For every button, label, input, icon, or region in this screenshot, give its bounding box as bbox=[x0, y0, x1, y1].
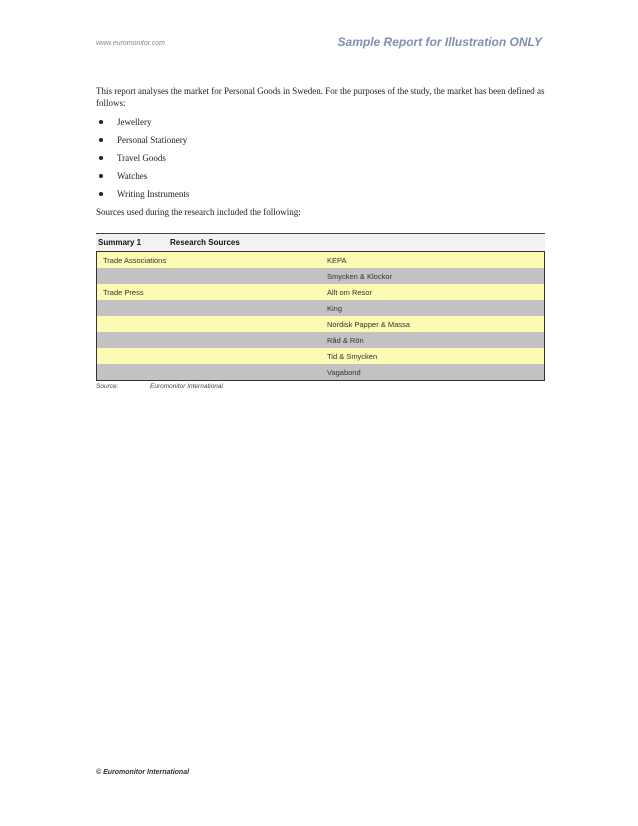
bullet-icon bbox=[99, 174, 103, 178]
source-name-cell: Tid & Smycken bbox=[327, 352, 378, 361]
list-item: Personal Stationery bbox=[96, 131, 496, 149]
table-row bbox=[97, 268, 544, 284]
list-item: Travel Goods bbox=[96, 149, 496, 167]
table-row bbox=[97, 332, 544, 348]
bullet-icon bbox=[99, 120, 103, 124]
bullet-icon bbox=[99, 192, 103, 196]
list-item: Writing Instruments bbox=[96, 185, 496, 203]
source-label: Source: bbox=[96, 383, 119, 390]
bullet-icon bbox=[99, 156, 103, 160]
source-name-cell: Nordisk Papper & Massa bbox=[327, 320, 410, 329]
table-row bbox=[97, 252, 544, 268]
table-row bbox=[97, 348, 544, 364]
summary-title: Research Sources bbox=[170, 238, 240, 247]
source-name-cell: KEPA bbox=[327, 256, 347, 265]
table-row bbox=[97, 300, 544, 316]
sample-report-notice: Sample Report for Illustration ONLY bbox=[337, 35, 542, 49]
list-item: Watches bbox=[96, 167, 496, 185]
source-type-cell: Trade Associations bbox=[103, 256, 167, 265]
list-item: Jewellery bbox=[96, 113, 496, 131]
source-name-cell: Råd & Rön bbox=[327, 336, 364, 345]
summary-label: Summary 1 bbox=[98, 238, 142, 247]
summary-header bbox=[96, 233, 545, 251]
source-name-cell: King bbox=[327, 304, 343, 313]
source-name-cell: Allt om Resor bbox=[327, 288, 373, 297]
source-value: Euromonitor International bbox=[150, 383, 223, 390]
table-row bbox=[97, 284, 544, 300]
copyright-footer: © Euromonitor International bbox=[96, 769, 190, 776]
source-type-cell: Trade Press bbox=[103, 288, 144, 297]
table-row bbox=[97, 364, 544, 380]
source-name-cell: Smycken & Klockor bbox=[327, 272, 393, 281]
intro-paragraph: This report analyses the market for Personal Goods in Sweden. For the purposes of the study, the market has been defined as follows: bbox=[96, 86, 545, 108]
research-sources-table bbox=[96, 251, 545, 381]
header-url: www.euromonitor.com bbox=[96, 40, 165, 47]
table-row bbox=[97, 316, 544, 332]
source-name-cell: Vagabond bbox=[327, 368, 361, 377]
sources-intro: Sources used during the research included the following: bbox=[96, 207, 301, 217]
market-category-list bbox=[96, 113, 496, 203]
bullet-icon bbox=[99, 138, 103, 142]
